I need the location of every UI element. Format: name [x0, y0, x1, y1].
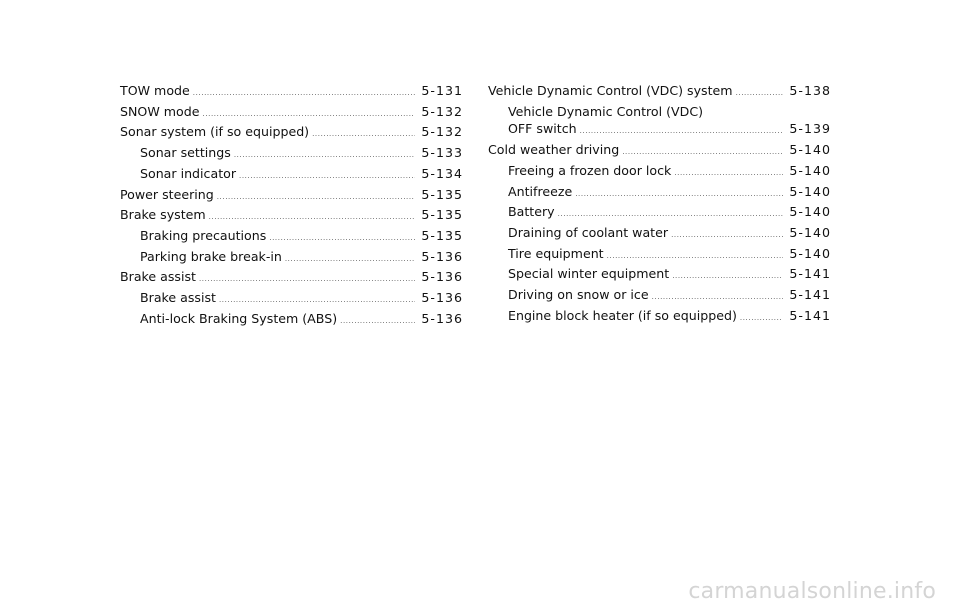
toc-leader-dots [340, 313, 415, 331]
toc-column-left [120, 82, 463, 330]
toc-leader-dots [740, 310, 784, 328]
toc-entry[interactable] [120, 103, 463, 124]
toc-entry-title: Sonar indicator [140, 165, 237, 181]
toc-entry-page: 5-138 [789, 83, 831, 98]
toc-entry-page: 5-133 [421, 145, 463, 161]
toc-entry-page: 5-134 [421, 165, 463, 181]
toc-entry-title: Sonar system (if so equipped) [120, 124, 310, 140]
toc-entry-title: Special winter equipment [508, 266, 670, 282]
toc-entry-page: 5-136 [421, 248, 463, 264]
toc-leader-dots [285, 251, 416, 269]
toc-entry-page: 5-141 [789, 266, 831, 282]
toc-subentry[interactable] [488, 103, 831, 141]
toc-leader-dots [607, 248, 784, 266]
toc-entry-title: Parking brake break-in [140, 248, 282, 264]
toc-entry-title: Battery [508, 204, 555, 220]
toc-subentry[interactable] [120, 227, 463, 248]
toc-entry-page: 5-136 [421, 290, 463, 306]
toc-subentry[interactable] [120, 144, 463, 165]
toc-leader-dots [580, 123, 784, 141]
toc-column-right [488, 82, 831, 327]
toc-subentry[interactable] [488, 307, 831, 328]
toc-subentry[interactable] [488, 183, 831, 204]
toc-subentry[interactable] [120, 165, 463, 186]
toc-entry[interactable] [120, 206, 463, 227]
toc-entry-title: Vehicle Dynamic Control (VDC) system [488, 83, 733, 98]
toc-entry-title: Cold weather driving [488, 142, 620, 158]
toc-leader-dots [199, 271, 415, 289]
toc-subentry[interactable] [488, 224, 831, 245]
toc-subentry[interactable] [488, 286, 831, 307]
toc-entry-title: Brake system [120, 207, 206, 223]
toc-entry-title: Antifreeze [508, 183, 573, 199]
toc-leader-dots [575, 186, 783, 204]
toc-leader-dots [672, 268, 783, 286]
toc-entry[interactable] [488, 141, 831, 162]
toc-entry-page: 5-136 [421, 269, 463, 285]
toc-subentry[interactable] [120, 310, 463, 331]
toc-entry-title: Tire equipment [508, 245, 604, 261]
toc-subentry[interactable] [488, 203, 831, 224]
toc-subentry[interactable] [120, 289, 463, 310]
toc-entry-title: Braking precautions [140, 227, 267, 243]
toc-subentry[interactable] [488, 265, 831, 286]
toc-entry-title: Power steering [120, 186, 214, 202]
toc-entry-page: 5-135 [421, 186, 463, 202]
toc-entry-title: Vehicle Dynamic Control (VDC) [508, 103, 704, 119]
toc-leader-dots [312, 126, 415, 144]
toc-entry-page: 5-140 [789, 224, 831, 240]
toc-entry-page: 5-135 [421, 207, 463, 223]
toc-entry-title-continued: OFF switch [508, 121, 577, 137]
toc-entry-page: 5-141 [789, 287, 831, 303]
toc-entry-title: Driving on snow or ice [508, 287, 649, 303]
toc-entry[interactable] [120, 268, 463, 289]
toc-entry-page: 5-140 [789, 245, 831, 261]
toc-entry[interactable] [120, 186, 463, 207]
toc-entry-title: Freeing a frozen door lock [508, 162, 672, 178]
toc-leader-dots [652, 289, 784, 307]
toc-entry-page: 5-140 [789, 162, 831, 178]
toc-entry[interactable] [120, 82, 463, 103]
toc-entry-title: Brake assist [140, 290, 216, 306]
toc-entry-page: 5-139 [789, 121, 831, 137]
toc-entry-page: 5-141 [789, 307, 831, 323]
toc-entry-page: 5-136 [421, 310, 463, 326]
toc-entry-page: 5-140 [789, 204, 831, 220]
toc-leader-dots [193, 85, 416, 103]
toc-entry-title: Engine block heater (if so equipped) [508, 307, 737, 323]
toc-entry-page: 5-140 [789, 183, 831, 199]
toc-leader-dots [209, 209, 416, 227]
toc-entry-page: 5-135 [421, 227, 463, 243]
toc-leader-dots [269, 230, 415, 248]
toc-subentry[interactable] [488, 245, 831, 266]
toc-leader-dots [219, 292, 415, 310]
toc-leader-dots [558, 206, 784, 224]
toc-entry-title: Brake assist [120, 269, 196, 285]
toc-entry[interactable] [120, 123, 463, 144]
toc-entry-page: 5-131 [421, 83, 463, 98]
toc-entry[interactable] [488, 82, 831, 103]
toc-leader-dots [736, 85, 784, 103]
toc-leader-dots [622, 144, 783, 162]
toc-entry-title: Sonar settings [140, 145, 231, 161]
toc-leader-dots [674, 165, 783, 183]
toc-entry-title: TOW mode [120, 83, 190, 98]
toc-subentry[interactable] [120, 248, 463, 269]
toc-leader-dots [239, 168, 415, 186]
toc-subentry[interactable] [488, 162, 831, 183]
toc-entry-title: SNOW mode [120, 103, 200, 119]
toc-leader-dots [217, 189, 416, 207]
toc-entry-page: 5-132 [421, 124, 463, 140]
toc-entry-title: Anti-lock Braking System (ABS) [140, 310, 338, 326]
toc-leader-dots [234, 147, 416, 165]
toc-leader-dots [671, 227, 783, 245]
toc-entry-title: Draining of coolant water [508, 224, 669, 240]
toc-leader-dots [203, 106, 416, 124]
toc-entry-page: 5-132 [421, 103, 463, 119]
watermark: carmanualsonline.info [688, 579, 936, 604]
toc-entry-page: 5-140 [789, 142, 831, 158]
